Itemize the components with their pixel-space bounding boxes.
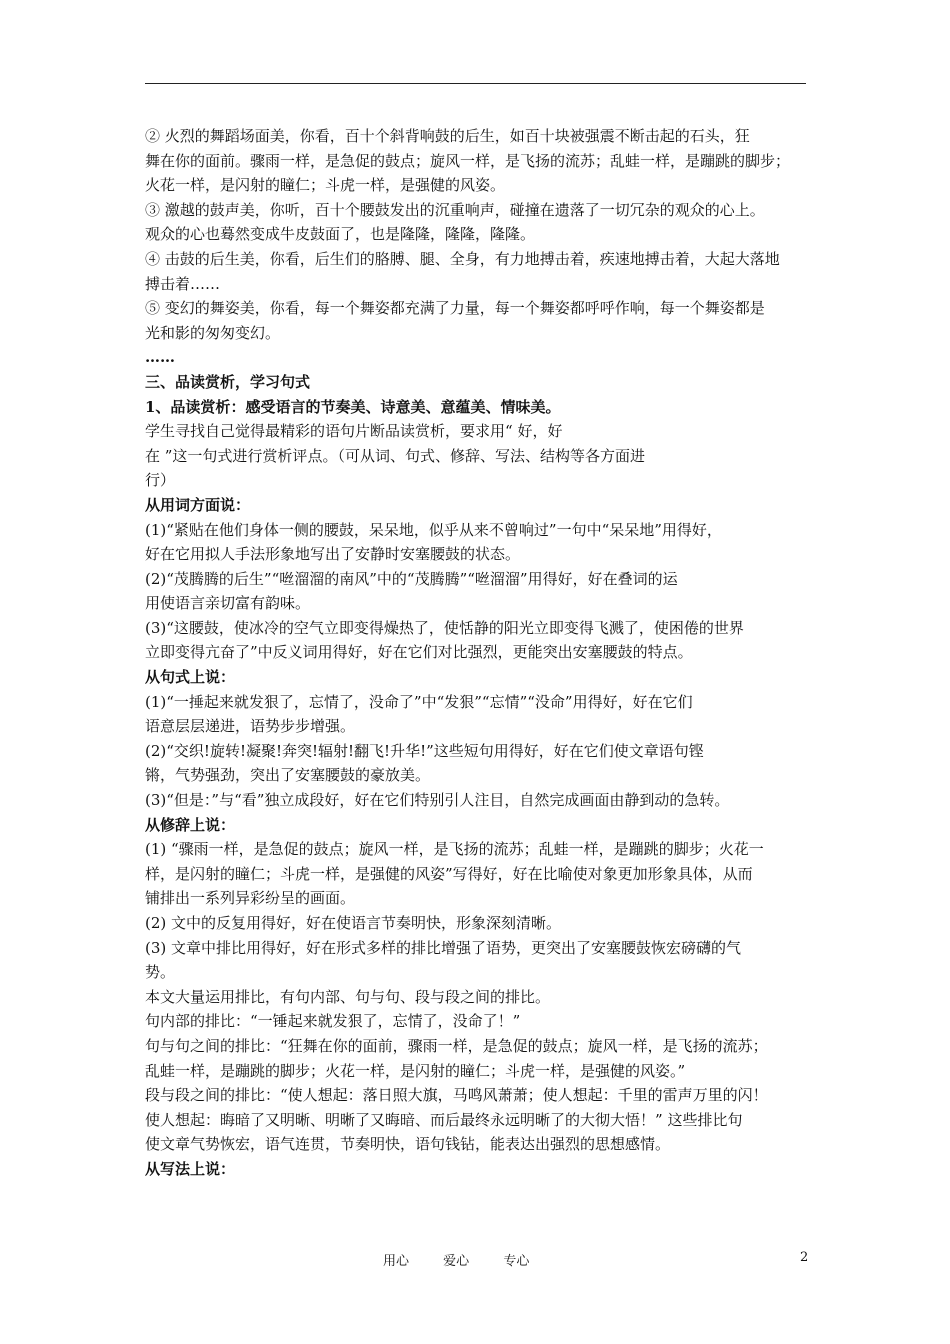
page-number: 2: [800, 1250, 809, 1265]
text-line: (2)“交织!旋转!凝聚!奔突!辐射!翻飞!升华!”这些短句用得好，好在它们使文章语句铿: [145, 741, 704, 760]
text-line: (1)“紧贴在他们身体一侧的腰鼓，呆呆地，似乎从来不曾响过”一句中“呆呆地”用得好，: [145, 520, 722, 539]
section-heading: 三、品读赏析，学习句式: [145, 372, 311, 391]
text-line: 铺排出一系列异彩纷呈的画面。: [145, 889, 356, 908]
text-line: (3) 文章中排比用得好，好在形式多样的排比增强了语势，更突出了安塞腰鼓恢宏磅礴的气: [145, 938, 742, 957]
text-line: 用使语言亲切富有韵味。: [145, 594, 311, 613]
footer-motto: [383, 1250, 559, 1269]
text-line: 使人想起：晦暗了又明晰、明晰了又晦暗、而后最终永远明晰了的大彻大悟！” 这些排比句: [145, 1110, 743, 1129]
section-heading: 从修辞上说：: [145, 815, 236, 834]
footer-word: 专心: [503, 1254, 530, 1269]
text-line: 乱蛙一样，是蹦跳的脚步；火花一样，是闪射的瞳仁；斗虎一样，是强健的风姿。”: [145, 1061, 686, 1080]
section-heading: 从写法上说：: [145, 1159, 236, 1178]
footer-word: 用心: [383, 1254, 410, 1269]
text-line: 立即变得亢奋了”中反义词用得好，好在它们对比强烈，更能突出安塞腰鼓的特点。: [145, 643, 693, 662]
section-heading: ……: [145, 348, 175, 367]
section-heading: 1、品读赏析：感受语言的节奏美、诗意美、意蕴美、情味美。: [145, 397, 561, 416]
text-line: 句内部的排比：“一锤起来就发狠了，忘情了，没命了！”: [145, 1012, 521, 1031]
section-heading: 从句式上说：: [145, 668, 236, 687]
text-line: 段与段之间的排比：“使人想起：落日照大旗，马鸣风萧萧；使人想起：千里的雷声万里的闪！: [145, 1086, 768, 1105]
text-line: (1)“一捶起来就发狠了，忘情了，没命了”中“发狠”“忘情”“没命”用得好，好在它们: [145, 692, 693, 711]
text-line: 使文章气势恢宏，语气连贯，节奏明快，语句钱钻，能表达出强烈的思想感情。: [145, 1135, 671, 1154]
text-line: ⑤ 变幻的舞姿美，你看，每一个舞姿都充满了力量，每一个舞姿都呼呼作响，每一个舞姿都是: [145, 299, 765, 318]
text-line: 舞在你的面前。骤雨一样，是急促的鼓点；旋风一样，是飞扬的流苏；乱蛙一样，是蹦跳的脚步；: [145, 151, 791, 170]
text-line: 火花一样，是闪射的瞳仁；斗虎一样，是强健的风姿。: [145, 176, 506, 195]
section-heading: 从用词方面说：: [145, 495, 251, 514]
text-line: 句与句之间的排比：“狂舞在你的面前，骤雨一样，是急促的鼓点；旋风一样，是飞扬的流苏；: [145, 1036, 768, 1055]
text-line: (3)“但是：”与“看”独立成段好，好在它们特别引人注目，自然完成画面由静到动的急转。: [145, 791, 730, 810]
text-line: 搏击着……: [145, 274, 221, 293]
text-line: 语意层层递进，语势步步增强。: [145, 717, 356, 736]
text-line: ② 火烈的舞蹈场面美，你看，百十个斜背响鼓的后生，如百十块被强震不断击起的石头，狂: [145, 127, 750, 145]
text-line: (2) 文中的反复用得好，好在使语言节奏明快，形象深刻清晰。: [145, 914, 562, 932]
text-line: (2)“茂腾腾的后生”“咝溜溜的南风”中的“茂腾腾”“咝溜溜”用得好，好在叠词的运: [145, 569, 678, 588]
text-line: 锵，气势强劲，突出了安塞腰鼓的豪放美。: [145, 766, 431, 785]
text-line: (3)“这腰鼓，使冰冷的空气立即变得燥热了，使恬静的阳光立即变得飞溅了，使困倦的世界: [145, 618, 744, 637]
text-line: 行）: [145, 471, 176, 490]
text-line: 好在它用拟人手法形象地写出了安静时安塞腰鼓的状态。: [145, 545, 521, 564]
document-body: [145, 124, 813, 1182]
text-line: 本文大量运用排比，有句内部、句与句、段与段之间的排比。: [145, 987, 551, 1006]
text-line: 光和影的匆匆变幻。: [145, 323, 281, 342]
text-line: 观众的心也蓦然变成牛皮鼓面了，也是隆隆，隆隆，隆隆。: [145, 225, 536, 244]
text-line: 在 ”这一句式进行赏析评点。（可从词、句式、修辞、写法、结构等各方面进: [145, 446, 645, 465]
text-line: (1) “骤雨一样，是急促的鼓点；旋风一样，是飞扬的流苏；乱蛙一样，是蹦跳的脚步；火花一: [145, 840, 764, 859]
header-rule: [145, 83, 806, 84]
footer-word: 爱心: [443, 1254, 470, 1269]
text-line: ③ 激越的鼓声美，你听，百十个腰鼓发出的沉重响声，碰撞在遗落了一切冗杂的观众的心上。: [145, 200, 765, 219]
text-line: 势。: [145, 963, 176, 982]
text-line: ④ 击鼓的后生美，你看，后生们的胳膊、腿、全身，有力地搏击着，疾速地搏击着，大起大落地: [145, 249, 780, 268]
text-line: 样，是闪射的瞳仁；斗虎一样，是强健的风姿”写得好，好在比喻使对象更加形象具体，从而: [145, 864, 753, 883]
text-line: 学生寻找自己觉得最精彩的语句片断品读赏析，要求用“ 好，好: [145, 422, 563, 441]
